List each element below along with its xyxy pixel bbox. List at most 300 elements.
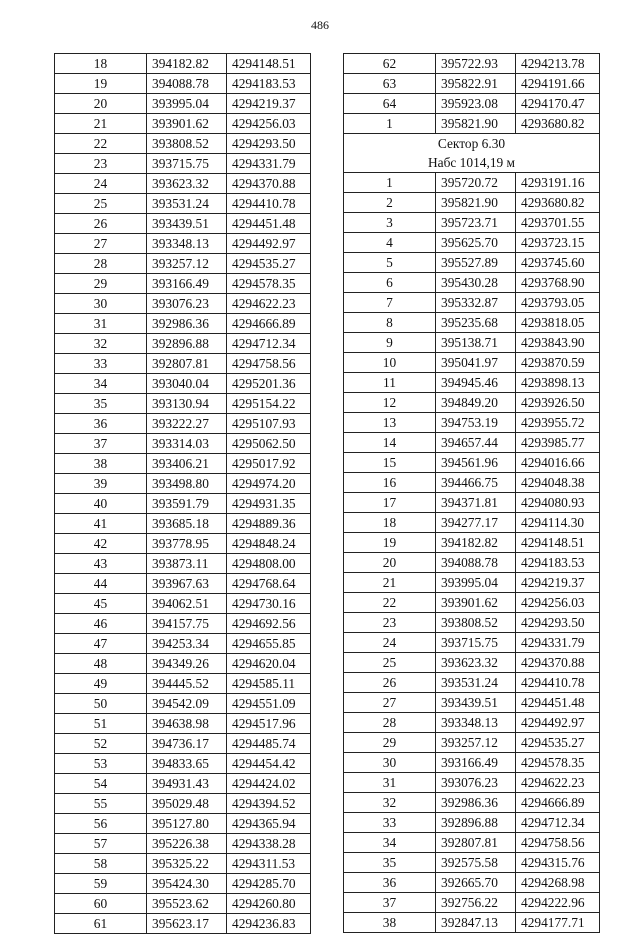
y-coordinate-cell: 4294535.27 [227, 254, 311, 274]
point-number-cell: 1 [344, 114, 436, 134]
point-number-cell: 25 [55, 194, 147, 214]
x-coordinate-cell: 395138.71 [436, 333, 516, 353]
y-coordinate-cell: 4293843.90 [516, 333, 600, 353]
y-coordinate-cell: 4294424.02 [227, 774, 311, 794]
x-coordinate-cell: 394753.19 [436, 413, 516, 433]
table-row [344, 373, 600, 393]
y-coordinate-cell: 4293898.13 [516, 373, 600, 393]
table-row [55, 754, 311, 774]
table-row [344, 773, 600, 793]
point-number-cell: 27 [55, 234, 147, 254]
x-coordinate-cell: 395821.90 [436, 193, 516, 213]
x-coordinate-cell: 393995.04 [436, 573, 516, 593]
table-row [55, 894, 311, 914]
table-row [344, 353, 600, 373]
y-coordinate-cell: 4293768.90 [516, 273, 600, 293]
table-row [55, 94, 311, 114]
table-row [55, 154, 311, 174]
x-coordinate-cell: 393040.04 [147, 374, 227, 394]
right-table-top-body [344, 54, 600, 134]
y-coordinate-cell: 4294620.04 [227, 654, 311, 674]
table-row [55, 434, 311, 454]
point-number-cell: 1 [344, 173, 436, 193]
y-coordinate-cell: 4294712.34 [516, 813, 600, 833]
point-number-cell: 7 [344, 293, 436, 313]
y-coordinate-cell: 4294692.56 [227, 614, 311, 634]
x-coordinate-cell: 393808.52 [147, 134, 227, 154]
y-coordinate-cell: 4294622.23 [516, 773, 600, 793]
table-row [55, 314, 311, 334]
table-row [344, 913, 600, 933]
table-row [55, 854, 311, 874]
y-coordinate-cell: 4294410.78 [227, 194, 311, 214]
table-row [344, 613, 600, 633]
page-number: 486 [311, 18, 329, 32]
x-coordinate-cell: 393166.49 [147, 274, 227, 294]
y-coordinate-cell: 4294666.89 [516, 793, 600, 813]
y-coordinate-cell: 4294758.56 [227, 354, 311, 374]
point-number-cell: 16 [344, 473, 436, 493]
table-row [55, 674, 311, 694]
point-number-cell: 11 [344, 373, 436, 393]
table-row [344, 873, 600, 893]
table-row [55, 694, 311, 714]
y-coordinate-cell: 4294268.98 [516, 873, 600, 893]
table-row [344, 633, 600, 653]
y-coordinate-cell: 4295201.36 [227, 374, 311, 394]
table-row [344, 413, 600, 433]
point-number-cell: 52 [55, 734, 147, 754]
table-row [55, 494, 311, 514]
x-coordinate-cell: 393715.75 [147, 154, 227, 174]
point-number-cell: 44 [55, 574, 147, 594]
point-number-cell: 38 [55, 454, 147, 474]
point-number-cell: 50 [55, 694, 147, 714]
table-row [344, 313, 600, 333]
table-row [55, 794, 311, 814]
point-number-cell: 62 [344, 54, 436, 74]
table-row [55, 594, 311, 614]
table-row [344, 673, 600, 693]
sector-subtitle: Набс 1014,19 м [344, 153, 600, 173]
y-coordinate-cell: 4294410.78 [516, 673, 600, 693]
x-coordinate-cell: 395720.72 [436, 173, 516, 193]
y-coordinate-cell: 4294016.66 [516, 453, 600, 473]
point-number-cell: 31 [55, 314, 147, 334]
y-coordinate-cell: 4294578.35 [227, 274, 311, 294]
table-row [344, 273, 600, 293]
y-coordinate-cell: 4294293.50 [227, 134, 311, 154]
point-number-cell: 37 [55, 434, 147, 454]
point-number-cell: 28 [55, 254, 147, 274]
point-number-cell: 36 [55, 414, 147, 434]
x-coordinate-cell: 394182.82 [147, 54, 227, 74]
x-coordinate-cell: 392807.81 [436, 833, 516, 853]
table-row [344, 333, 600, 353]
table-row [55, 374, 311, 394]
y-coordinate-cell: 4294808.00 [227, 554, 311, 574]
x-coordinate-cell: 392847.13 [436, 913, 516, 933]
table-row [55, 414, 311, 434]
x-coordinate-cell: 394466.75 [436, 473, 516, 493]
point-number-cell: 57 [55, 834, 147, 854]
x-coordinate-cell: 393623.32 [436, 653, 516, 673]
y-coordinate-cell: 4294048.38 [516, 473, 600, 493]
y-coordinate-cell: 4294191.66 [516, 74, 600, 94]
y-coordinate-cell: 4294293.50 [516, 613, 600, 633]
y-coordinate-cell: 4294370.88 [227, 174, 311, 194]
x-coordinate-cell: 394157.75 [147, 614, 227, 634]
x-coordinate-cell: 395527.89 [436, 253, 516, 273]
table-row [55, 774, 311, 794]
y-coordinate-cell: 4294219.37 [516, 573, 600, 593]
y-coordinate-cell: 4294183.53 [227, 74, 311, 94]
x-coordinate-cell: 394657.44 [436, 433, 516, 453]
x-coordinate-cell: 393995.04 [147, 94, 227, 114]
y-coordinate-cell: 4294492.97 [227, 234, 311, 254]
x-coordinate-cell: 392807.81 [147, 354, 227, 374]
point-number-cell: 59 [55, 874, 147, 894]
y-coordinate-cell: 4294256.03 [516, 593, 600, 613]
table-row [344, 54, 600, 74]
x-coordinate-cell: 395822.91 [436, 74, 516, 94]
point-number-cell: 2 [344, 193, 436, 213]
point-number-cell: 38 [344, 913, 436, 933]
point-number-cell: 29 [55, 274, 147, 294]
x-coordinate-cell: 392665.70 [436, 873, 516, 893]
x-coordinate-cell: 393531.24 [436, 673, 516, 693]
left-coordinates-table [54, 53, 311, 934]
point-number-cell: 19 [55, 74, 147, 94]
x-coordinate-cell: 393257.12 [436, 733, 516, 753]
point-number-cell: 64 [344, 94, 436, 114]
x-coordinate-cell: 393348.13 [147, 234, 227, 254]
table-row [344, 553, 600, 573]
point-number-cell: 35 [344, 853, 436, 873]
point-number-cell: 18 [344, 513, 436, 533]
y-coordinate-cell: 4294974.20 [227, 474, 311, 494]
x-coordinate-cell: 394445.52 [147, 674, 227, 694]
x-coordinate-cell: 394561.96 [436, 453, 516, 473]
point-number-cell: 61 [55, 914, 147, 934]
sector-title: Сектор 6.30 [344, 134, 600, 154]
y-coordinate-cell: 4294535.27 [516, 733, 600, 753]
sector-header [344, 134, 600, 173]
x-coordinate-cell: 394638.98 [147, 714, 227, 734]
table-row [55, 454, 311, 474]
y-coordinate-cell: 4293870.59 [516, 353, 600, 373]
y-coordinate-cell: 4294451.48 [516, 693, 600, 713]
point-number-cell: 26 [55, 214, 147, 234]
table-row [55, 914, 311, 934]
x-coordinate-cell: 392896.88 [147, 334, 227, 354]
x-coordinate-cell: 395127.80 [147, 814, 227, 834]
x-coordinate-cell: 393498.80 [147, 474, 227, 494]
table-row [55, 574, 311, 594]
table-row [55, 54, 311, 74]
x-coordinate-cell: 394062.51 [147, 594, 227, 614]
table-row [55, 714, 311, 734]
x-coordinate-cell: 392575.58 [436, 853, 516, 873]
point-number-cell: 8 [344, 313, 436, 333]
point-number-cell: 34 [55, 374, 147, 394]
y-coordinate-cell: 4293701.55 [516, 213, 600, 233]
point-number-cell: 45 [55, 594, 147, 614]
y-coordinate-cell: 4295107.93 [227, 414, 311, 434]
table-row [55, 334, 311, 354]
table-row [344, 793, 600, 813]
point-number-cell: 36 [344, 873, 436, 893]
table-row [344, 833, 600, 853]
table-row [344, 513, 600, 533]
y-coordinate-cell: 4293793.05 [516, 293, 600, 313]
point-number-cell: 22 [344, 593, 436, 613]
y-coordinate-cell: 4294578.35 [516, 753, 600, 773]
point-number-cell: 19 [344, 533, 436, 553]
x-coordinate-cell: 394371.81 [436, 493, 516, 513]
point-number-cell: 35 [55, 394, 147, 414]
point-number-cell: 21 [344, 573, 436, 593]
y-coordinate-cell: 4294170.47 [516, 94, 600, 114]
table-row [55, 294, 311, 314]
x-coordinate-cell: 393130.94 [147, 394, 227, 414]
x-coordinate-cell: 394833.65 [147, 754, 227, 774]
table-row [344, 693, 600, 713]
point-number-cell: 32 [55, 334, 147, 354]
y-coordinate-cell: 4294712.34 [227, 334, 311, 354]
x-coordinate-cell: 393808.52 [436, 613, 516, 633]
x-coordinate-cell: 393623.32 [147, 174, 227, 194]
point-number-cell: 54 [55, 774, 147, 794]
y-coordinate-cell: 4294768.64 [227, 574, 311, 594]
point-number-cell: 20 [55, 94, 147, 114]
point-number-cell: 21 [55, 114, 147, 134]
y-coordinate-cell: 4294148.51 [516, 533, 600, 553]
x-coordinate-cell: 393166.49 [436, 753, 516, 773]
x-coordinate-cell: 393873.11 [147, 554, 227, 574]
point-number-cell: 33 [55, 354, 147, 374]
table-row [344, 493, 600, 513]
y-coordinate-cell: 4294331.79 [227, 154, 311, 174]
table-row [55, 394, 311, 414]
point-number-cell: 41 [55, 514, 147, 534]
y-coordinate-cell: 4294219.37 [227, 94, 311, 114]
table-row [344, 213, 600, 233]
point-number-cell: 48 [55, 654, 147, 674]
table-row [344, 94, 600, 114]
point-number-cell: 30 [55, 294, 147, 314]
point-number-cell: 51 [55, 714, 147, 734]
table-row [55, 174, 311, 194]
y-coordinate-cell: 4294666.89 [227, 314, 311, 334]
x-coordinate-cell: 395821.90 [436, 114, 516, 134]
y-coordinate-cell: 4294622.23 [227, 294, 311, 314]
y-coordinate-cell: 4294758.56 [516, 833, 600, 853]
y-coordinate-cell: 4294331.79 [516, 633, 600, 653]
y-coordinate-cell: 4293818.05 [516, 313, 600, 333]
y-coordinate-cell: 4294394.52 [227, 794, 311, 814]
x-coordinate-cell: 392986.36 [436, 793, 516, 813]
table-row [55, 514, 311, 534]
y-coordinate-cell: 4293985.77 [516, 433, 600, 453]
x-coordinate-cell: 392896.88 [436, 813, 516, 833]
x-coordinate-cell: 393531.24 [147, 194, 227, 214]
x-coordinate-cell: 393348.13 [436, 713, 516, 733]
table-row [344, 173, 600, 193]
point-number-cell: 32 [344, 793, 436, 813]
y-coordinate-cell: 4293680.82 [516, 114, 600, 134]
x-coordinate-cell: 394736.17 [147, 734, 227, 754]
point-number-cell: 20 [344, 553, 436, 573]
x-coordinate-cell: 395723.71 [436, 213, 516, 233]
table-row [344, 473, 600, 493]
point-number-cell: 26 [344, 673, 436, 693]
table-row [55, 554, 311, 574]
y-coordinate-cell: 4294222.96 [516, 893, 600, 913]
table-row [344, 733, 600, 753]
table-row [344, 653, 600, 673]
y-coordinate-cell: 4294655.85 [227, 634, 311, 654]
table-row [344, 293, 600, 313]
x-coordinate-cell: 393778.95 [147, 534, 227, 554]
x-coordinate-cell: 393901.62 [147, 114, 227, 134]
y-coordinate-cell: 4294256.03 [227, 114, 311, 134]
y-coordinate-cell: 4294114.30 [516, 513, 600, 533]
x-coordinate-cell: 394088.78 [436, 553, 516, 573]
table-row [55, 654, 311, 674]
x-coordinate-cell: 395235.68 [436, 313, 516, 333]
y-coordinate-cell: 4294451.48 [227, 214, 311, 234]
y-coordinate-cell: 4294517.96 [227, 714, 311, 734]
table-row [55, 254, 311, 274]
point-number-cell: 23 [344, 613, 436, 633]
x-coordinate-cell: 395430.28 [436, 273, 516, 293]
x-coordinate-cell: 393076.23 [436, 773, 516, 793]
y-coordinate-cell: 4293723.15 [516, 233, 600, 253]
y-coordinate-cell: 4294730.16 [227, 594, 311, 614]
y-coordinate-cell: 4294492.97 [516, 713, 600, 733]
point-number-cell: 15 [344, 453, 436, 473]
point-number-cell: 29 [344, 733, 436, 753]
x-coordinate-cell: 395623.17 [147, 914, 227, 934]
x-coordinate-cell: 395923.08 [436, 94, 516, 114]
table-row [55, 134, 311, 154]
table-row [55, 734, 311, 754]
point-number-cell: 58 [55, 854, 147, 874]
table-row [344, 453, 600, 473]
x-coordinate-cell: 395625.70 [436, 233, 516, 253]
x-coordinate-cell: 393591.79 [147, 494, 227, 514]
y-coordinate-cell: 4294454.42 [227, 754, 311, 774]
x-coordinate-cell: 395424.30 [147, 874, 227, 894]
y-coordinate-cell: 4294260.80 [227, 894, 311, 914]
x-coordinate-cell: 395325.22 [147, 854, 227, 874]
y-coordinate-cell: 4294889.36 [227, 514, 311, 534]
y-coordinate-cell: 4294338.28 [227, 834, 311, 854]
point-number-cell: 42 [55, 534, 147, 554]
x-coordinate-cell: 394253.34 [147, 634, 227, 654]
y-coordinate-cell: 4293955.72 [516, 413, 600, 433]
left-table-body [55, 54, 311, 934]
x-coordinate-cell: 394182.82 [436, 533, 516, 553]
table-row [55, 194, 311, 214]
point-number-cell: 31 [344, 773, 436, 793]
x-coordinate-cell: 394542.09 [147, 694, 227, 714]
sector-subtitle-row [344, 153, 600, 173]
y-coordinate-cell: 4293926.50 [516, 393, 600, 413]
table-row [55, 234, 311, 254]
point-number-cell: 22 [55, 134, 147, 154]
sector-title-row [344, 134, 600, 154]
x-coordinate-cell: 394945.46 [436, 373, 516, 393]
x-coordinate-cell: 393222.27 [147, 414, 227, 434]
table-row [55, 834, 311, 854]
table-row [344, 233, 600, 253]
y-coordinate-cell: 4294848.24 [227, 534, 311, 554]
table-row [344, 853, 600, 873]
y-coordinate-cell: 4294213.78 [516, 54, 600, 74]
y-coordinate-cell: 4294585.11 [227, 674, 311, 694]
x-coordinate-cell: 394931.43 [147, 774, 227, 794]
y-coordinate-cell: 4295154.22 [227, 394, 311, 414]
point-number-cell: 63 [344, 74, 436, 94]
point-number-cell: 39 [55, 474, 147, 494]
y-coordinate-cell: 4294485.74 [227, 734, 311, 754]
table-row [344, 393, 600, 413]
point-number-cell: 13 [344, 413, 436, 433]
x-coordinate-cell: 393901.62 [436, 593, 516, 613]
table-row [344, 713, 600, 733]
point-number-cell: 4 [344, 233, 436, 253]
x-coordinate-cell: 393685.18 [147, 514, 227, 534]
x-coordinate-cell: 395332.87 [436, 293, 516, 313]
x-coordinate-cell: 393257.12 [147, 254, 227, 274]
table-row [344, 813, 600, 833]
x-coordinate-cell: 393439.51 [147, 214, 227, 234]
x-coordinate-cell: 395722.93 [436, 54, 516, 74]
table-row [55, 634, 311, 654]
table-row [344, 114, 600, 134]
right-table-bottom-body [344, 173, 600, 933]
x-coordinate-cell: 395226.38 [147, 834, 227, 854]
x-coordinate-cell: 393076.23 [147, 294, 227, 314]
point-number-cell: 56 [55, 814, 147, 834]
table-row [344, 253, 600, 273]
x-coordinate-cell: 394088.78 [147, 74, 227, 94]
point-number-cell: 60 [55, 894, 147, 914]
x-coordinate-cell: 394849.20 [436, 393, 516, 413]
point-number-cell: 14 [344, 433, 436, 453]
point-number-cell: 27 [344, 693, 436, 713]
point-number-cell: 49 [55, 674, 147, 694]
y-coordinate-cell: 4294183.53 [516, 553, 600, 573]
table-row [344, 193, 600, 213]
point-number-cell: 24 [55, 174, 147, 194]
x-coordinate-cell: 395029.48 [147, 794, 227, 814]
y-coordinate-cell: 4294236.83 [227, 914, 311, 934]
y-coordinate-cell: 4294285.70 [227, 874, 311, 894]
x-coordinate-cell: 392986.36 [147, 314, 227, 334]
table-row [344, 74, 600, 94]
point-number-cell: 3 [344, 213, 436, 233]
table-row [55, 214, 311, 234]
table-row [55, 814, 311, 834]
point-number-cell: 47 [55, 634, 147, 654]
point-number-cell: 5 [344, 253, 436, 273]
y-coordinate-cell: 4294080.93 [516, 493, 600, 513]
y-coordinate-cell: 4295017.92 [227, 454, 311, 474]
x-coordinate-cell: 393967.63 [147, 574, 227, 594]
